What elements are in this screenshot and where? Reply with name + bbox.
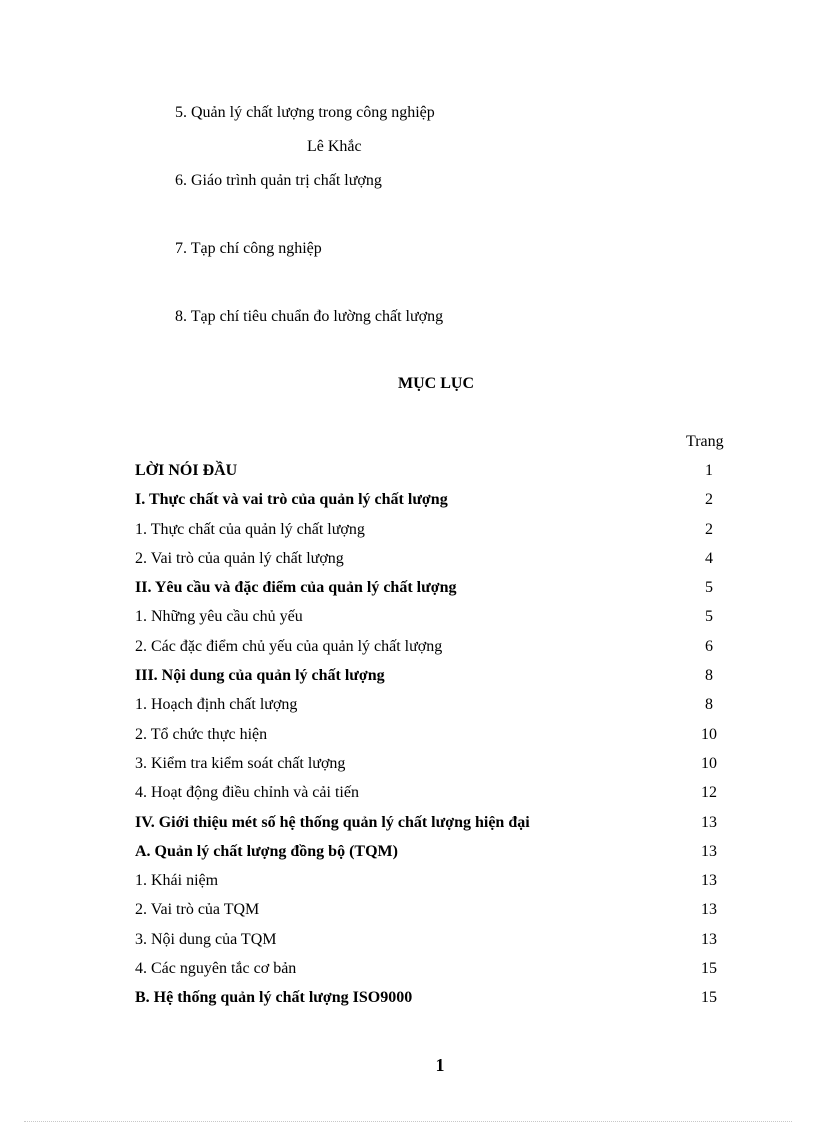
toc-entry-text: II. Yêu cầu và đặc điểm của quản lý chất lượng — [135, 579, 457, 597]
toc-entry-text: 3. Kiểm tra kiểm soát chất lượng — [135, 754, 346, 772]
toc-entry-page: 5 — [705, 608, 713, 626]
reference-item-5: 5. Quản lý chất lượng trong công nghiệp — [175, 104, 435, 121]
toc-entry-page: 8 — [705, 667, 713, 685]
reference-item-8: 8. Tạp chí tiêu chuẩn đo lường chất lượng — [175, 308, 444, 325]
toc-entry-page: 8 — [705, 696, 713, 714]
toc-entry-text: IV. Giới thiệu mét số hệ thống quản lý chất lượng hiện đại — [135, 813, 530, 831]
toc-entry-page: 13 — [701, 813, 717, 831]
toc-entry — [135, 665, 745, 694]
toc-entry — [135, 519, 745, 548]
toc-entry-page: 10 — [701, 754, 717, 772]
toc-entry — [135, 636, 745, 665]
toc-entry — [135, 958, 745, 987]
toc-entry — [135, 753, 745, 782]
toc-entry — [135, 606, 745, 635]
toc-entry-page: 15 — [701, 960, 717, 978]
toc-entry-page: 10 — [701, 725, 717, 743]
toc-entry-page: 13 — [701, 930, 717, 948]
toc-entry-text: 1. Thực chất của quản lý chất lượng — [135, 520, 365, 538]
toc-entry-text: B. Hệ thống quản lý chất lượng ISO9000 — [135, 989, 413, 1007]
toc-entry-page: 5 — [705, 579, 713, 597]
toc-entry — [135, 460, 745, 489]
page-break-divider — [24, 1121, 792, 1122]
reference-item-7: 7. Tạp chí công nghiệp — [175, 240, 322, 257]
toc-entry-text: III. Nội dung của quản lý chất lượng — [135, 667, 385, 685]
toc-entry-page: 13 — [701, 872, 717, 890]
toc-entry-text: 2. Vai trò của quản lý chất lượng — [135, 549, 344, 567]
reference-author: Lê Khắc — [307, 138, 362, 155]
toc-entry-text: 2. Vai trò của TQM — [135, 901, 260, 919]
toc-entry — [135, 987, 745, 1016]
toc-entry-text: LỜI NÓI ĐẦU — [135, 462, 238, 479]
toc-entry-page: 13 — [701, 901, 717, 919]
toc-entry — [135, 929, 745, 958]
toc-entry-page: 13 — [701, 842, 717, 860]
toc-entry — [135, 899, 745, 928]
toc-list — [135, 460, 745, 1017]
toc-entry-text: 2. Tổ chức thực hiện — [135, 725, 268, 743]
toc-entry — [135, 694, 745, 723]
toc-entry-page: 4 — [705, 549, 713, 567]
toc-entry-text: 4. Hoạt động điều chỉnh và cải tiến — [135, 784, 359, 802]
toc-entry-text: 1. Hoạch định chất lượng — [135, 696, 298, 714]
toc-entry-text: 1. Khái niệm — [135, 872, 219, 890]
toc-entry — [135, 841, 745, 870]
toc-entry — [135, 782, 745, 811]
toc-entry-page: 2 — [705, 491, 713, 509]
toc-entry — [135, 724, 745, 753]
toc-entry — [135, 548, 745, 577]
toc-entry-text: 3. Nội dung của TQM — [135, 930, 277, 948]
toc-entry-text: 2. Các đặc điểm chủ yếu của quản lý chất lượng — [135, 637, 443, 655]
toc-entry-text: 1. Những yêu cầu chủ yếu — [135, 608, 303, 626]
toc-entry — [135, 812, 745, 841]
toc-entry-text: I. Thực chất và vai trò của quản lý chất lượng — [135, 491, 448, 509]
page-number: 1 — [435, 1055, 445, 1075]
toc-entry-text: 4. Các nguyên tắc cơ bản — [135, 960, 297, 978]
toc-entry-page: 1 — [705, 462, 713, 479]
toc-entry — [135, 489, 745, 518]
toc-entry-page: 12 — [701, 784, 717, 802]
toc-entry-page: 6 — [705, 637, 713, 655]
toc-entry — [135, 577, 745, 606]
reference-item-6: 6. Giáo trình quản trị chất lượng — [175, 172, 382, 189]
toc-entry-text: A. Quản lý chất lượng đồng bộ (TQM) — [135, 842, 398, 860]
toc-title: MỤC LỤC — [398, 375, 474, 392]
toc-page-header: Trang — [686, 433, 724, 450]
toc-entry — [135, 870, 745, 899]
toc-entry-page: 2 — [705, 520, 713, 538]
toc-entry-page: 15 — [701, 989, 717, 1007]
